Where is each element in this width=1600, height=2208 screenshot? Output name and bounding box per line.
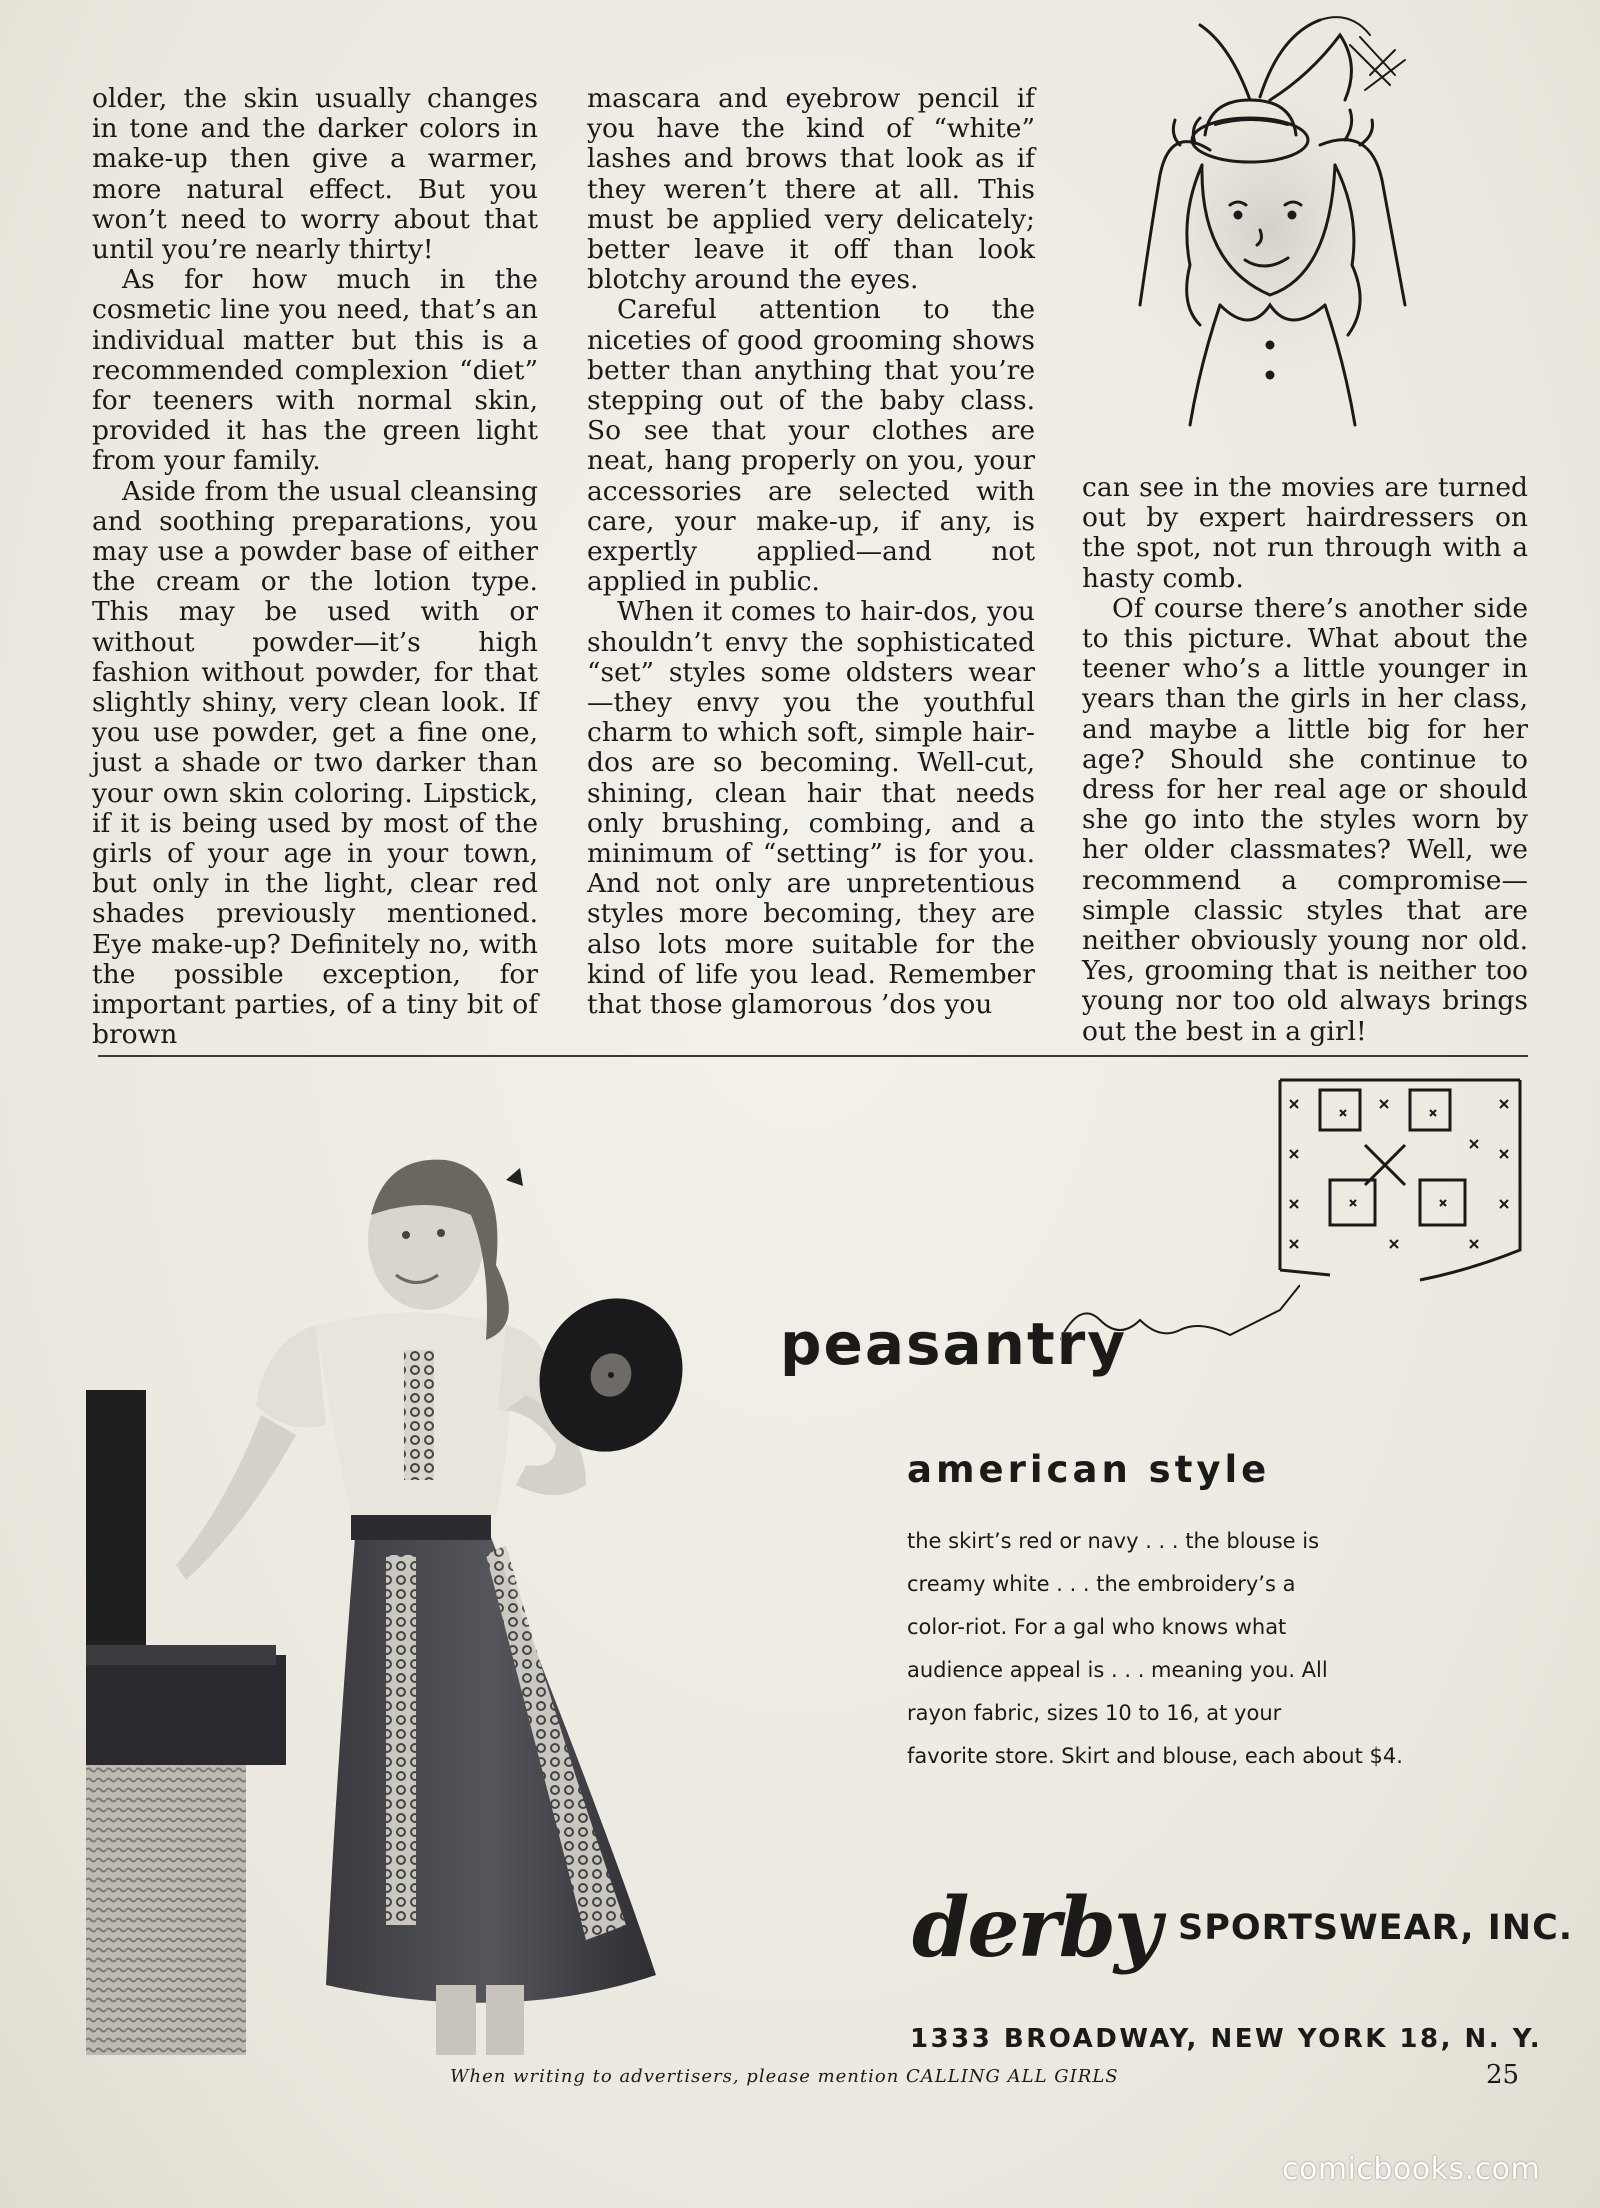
ad-copy-line: creamy white . . . the embroidery’s a (907, 1572, 1296, 1596)
paragraph: can see in the movies are turned out by expert hairdressers on the spot, not run through with a hasty comb. (1082, 472, 1528, 594)
paragraph: mascara and eyebrow pencil if you have the kind of “white” lashes and brows that look as if they weren’t there at all. This must be applied very delicately; better leave it off than look blotchy around the eyes. (587, 83, 1035, 296)
footer-note: When writing to advertisers, please mention CALLING ALL GIRLS (450, 2066, 1119, 2087)
article-column-2 (587, 84, 1035, 1020)
embroidery-motif-illustration (1270, 1070, 1530, 1285)
girl-sketch-illustration (1120, 5, 1440, 460)
watermark: comicbooks.com (1282, 2152, 1541, 2187)
ad-copy-line: favorite store. Skirt and blouse, each about $4. (907, 1744, 1403, 1768)
ad-copy-line: the skirt’s red or navy . . . the blouse is (907, 1529, 1320, 1553)
paragraph: Of course there’s another side to this picture. What about the teener who’s a little younger in years than the girls in her class, and maybe a little big for her age? Should she continue to dress for her real age or should she go into the styles worn by her older classmates? Well, we recommend a compromise—simple classic styles that are neither obviously young nor old. Yes, grooming that is neither too young nor too old always brings out the best in a girl! (1082, 592, 1528, 1047)
paragraph: As for how much in the cosmetic line you need, that’s an individual matter but this is a recommended complexion “diet” for teeners with normal skin, provided it has the green light from your family. (92, 264, 538, 477)
article-column-1 (92, 84, 538, 1051)
article-column-3 (1082, 473, 1528, 1047)
ad-headline: american style (907, 1448, 1271, 1491)
paragraph: Aside from the usual cleansing and soothing preparations, you may use a powder base of either the cream or the lotion type. This may be used with or without powder—it’s high fashion without powder, for that slightly shiny, very clean look. If you use powder, get a fine one, just a shade or two darker than your own skin coloring. Lipstick, if it is being used by most of the girls of your age in your town, but only in the light, clear red shades previously mentioned. Eye make-up? Definitely no, with the possible exception, for important parties, of a tiny bit of brown (92, 475, 538, 1051)
ad-copy-line: color-riot. For a gal who knows what (907, 1615, 1287, 1639)
paragraph: older, the skin usually changes in tone and the darker colors in make-up then give a warmer, more natural effect. But you won’t need to worry about that until you’re nearly thirty! (92, 83, 538, 266)
advertisement-photo (86, 1125, 726, 2055)
section-divider (98, 1055, 1528, 1057)
paragraph: Careful attention to the niceties of good grooming shows better than anything that you’re stepping out of the baby class. So see that your clothes are neat, hang properly on you, your accessories are selected with care, your make-up, if any, is expertly applied—and not applied in public. (587, 294, 1035, 598)
peasantry-script-title: peasantry (780, 1310, 1128, 1378)
ad-copy-line: audience appeal is . . . meaning you. All (907, 1658, 1328, 1682)
ad-copy (907, 1520, 1527, 1778)
brand-logo: derby (912, 1880, 1160, 1976)
page-number: 25 (1486, 2060, 1520, 2090)
paragraph: When it comes to hair-dos, you shouldn’t envy the sophisticated “set” styles some oldsters wear—they envy you the youthful charm to which soft, simple hair-dos are so becoming. Well-cut, shining, clean hair that needs only brushing, combing, and a minimum of “setting” is for you. And not only are unpretentious styles more becoming, they are also lots more suitable for the kind of life you lead. Remember that those glamorous ’dos you (587, 596, 1035, 1021)
brand-address: 1333 BROADWAY, NEW YORK 18, N. Y. (910, 2024, 1543, 2054)
ad-copy-line: rayon fabric, sizes 10 to 16, at your (907, 1701, 1282, 1725)
brand-subtitle: SPORTSWEAR, INC. (1178, 1908, 1574, 1948)
